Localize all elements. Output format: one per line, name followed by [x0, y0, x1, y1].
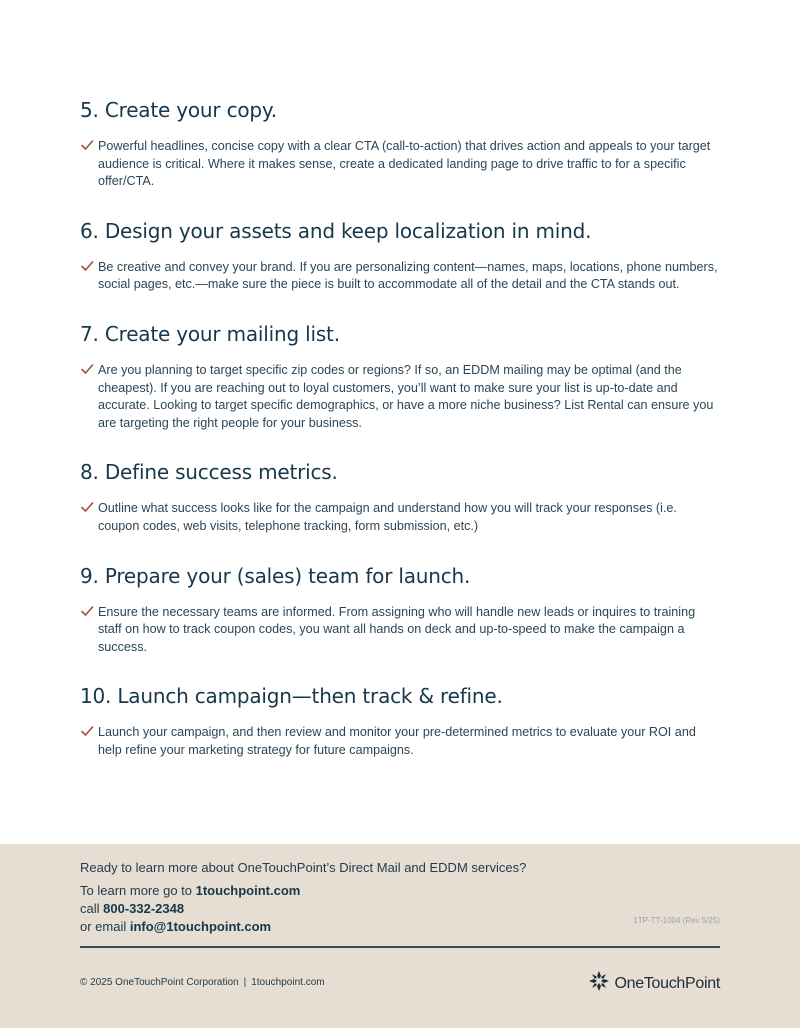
- item-text: Outline what success looks like for the campaign and understand how you will track your responses (i.e. coupon codes, web visits, telephone tracking, form submission, etc.): [98, 501, 677, 533]
- section-prepare-team: [80, 562, 720, 657]
- website-line: [80, 882, 300, 900]
- item-text: Are you planning to target specific zip codes or regions? If so, an EDDM mailing may be optimal (and the cheapest). If you are reaching out to loyal customers, you’ll want to make sure your list is up-to-date and accurate. Looking to target specific demographics, or have a more niche business? List Rental can ensure you are targeting the right people for your business.: [98, 362, 714, 430]
- item-text: Powerful headlines, concise copy with a clear CTA (call-to-action) that drives action and appeals to your target audience is critical. Where it makes sense, create a dedicated landing page to drive traffic to for a specific offer/CTA.: [98, 139, 711, 189]
- section-heading: 8. Define success metrics.: [80, 460, 338, 485]
- list-item: [80, 724, 720, 759]
- section-success-metrics: [80, 458, 720, 535]
- section-launch-campaign: [80, 682, 720, 759]
- section-heading: 9. Prepare your (sales) team for launch.: [80, 563, 471, 588]
- section-heading: 5. Create your copy.: [80, 98, 277, 122]
- website-link[interactable]: 1touchpoint.com: [195, 883, 301, 898]
- footer-lead: Ready to learn more about OneTouchPoint’s Direct Mail and EDDM services?: [80, 860, 527, 875]
- checkmark-icon: [80, 604, 98, 622]
- checkmark-icon: [80, 138, 98, 156]
- phone-line: [80, 900, 300, 918]
- list-item: [80, 604, 720, 657]
- checkmark-icon: [80, 362, 98, 380]
- copyright-site-link[interactable]: 1touchpoint.com: [251, 977, 325, 988]
- list-item: [80, 259, 720, 294]
- phone-prefix: call: [80, 901, 104, 916]
- document-body: [80, 96, 720, 786]
- list-item: [80, 500, 720, 535]
- list-item: [80, 138, 720, 191]
- onetouchpoint-logo: [588, 970, 720, 997]
- starburst-logo-icon: [588, 970, 610, 997]
- phone-number[interactable]: 800-332-2348: [103, 901, 185, 916]
- checkmark-icon: [80, 259, 98, 277]
- item-text: Ensure the necessary teams are informed. From assigning who will handle new leads or inquires to training staff on how to track coupon codes, you want all hands on deck and up-to-speed to make the campaign a success.: [98, 604, 696, 654]
- copyright-line: [80, 977, 325, 988]
- checkmark-icon: [80, 724, 98, 742]
- section-create-copy: [80, 96, 720, 191]
- footer: [0, 844, 800, 1028]
- copyright-separator: |: [243, 977, 247, 988]
- brand-name: OneTouchPoint: [614, 974, 720, 992]
- section-heading: 6. Design your assets and keep localization in mind.: [80, 218, 592, 243]
- section-heading: 10. Launch campaign—then track & refine.: [80, 684, 503, 709]
- revision-code: 1TP-TT-1004 (Rev 5/25): [633, 916, 720, 925]
- contact-lines: [80, 882, 300, 936]
- checkmark-icon: [80, 500, 98, 518]
- email-link[interactable]: info@1touchpoint.com: [129, 919, 272, 934]
- website-prefix: To learn more go to: [80, 883, 196, 898]
- email-line: [80, 918, 300, 936]
- item-text: Be creative and convey your brand. If you are personalizing content—names, maps, locations, phone numbers, social pages, etc.—make sure the piece is built to accommodate all of the detail and the CTA stands out.: [98, 259, 718, 292]
- section-heading: 7. Create your mailing list.: [80, 321, 340, 346]
- item-text: Launch your campaign, and then review and monitor your pre-determined metrics to evaluate your ROI and help refine your marketing strategy for future campaigns.: [98, 725, 696, 757]
- section-mailing-list: [80, 320, 720, 432]
- email-prefix: or email: [80, 919, 130, 934]
- list-item: [80, 362, 720, 432]
- footer-divider: [80, 946, 720, 948]
- copyright-text: © 2025 OneTouchPoint Corporation: [80, 977, 239, 988]
- section-design-assets: [80, 217, 720, 294]
